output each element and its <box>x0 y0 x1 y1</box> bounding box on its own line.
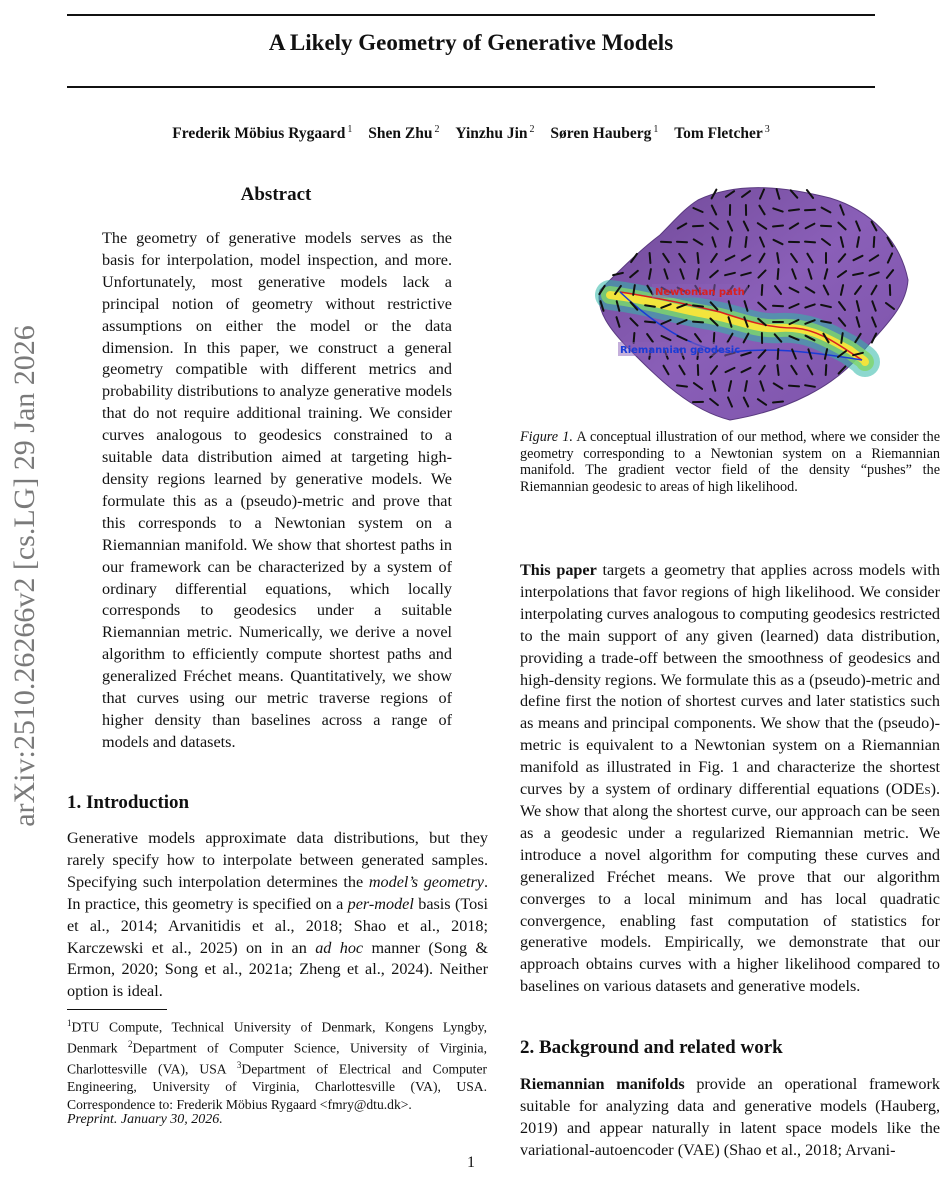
figure-caption: Figure 1. A conceptual illustration of our method, where we consider the geometry corresponding to a Newtonian system on a Riemannian manifold. The gradient vector field of the density “pushes” the Riemannian geodesic to areas of high likelihood. <box>520 429 940 495</box>
preprint-note: Preprint. January 30, 2026. <box>67 1112 223 1127</box>
vector-arrow <box>714 333 715 343</box>
paper-title: A Likely Geometry of Generative Models <box>268 30 674 55</box>
background-paragraph: Riemannian manifolds provide an operational framework suitable for analyzing data and generative models (Hauberg, 2019) and appear naturally in latent space models like the variational-autoencoder (VAE) (Shao et al., 2018; Arvani- <box>520 1075 940 1159</box>
author: Søren Hauberg $^1$ <box>550 124 659 142</box>
vector-arrow <box>645 322 655 323</box>
vector-arrow <box>874 237 875 247</box>
vector-arrow <box>693 305 703 306</box>
vector-arrow <box>777 365 778 375</box>
vector-arrow <box>821 226 831 227</box>
vector-arrow <box>745 237 746 247</box>
riemannian-geodesic-label: Riemannian geodesic <box>620 345 741 356</box>
intro-paragraph: Generative models approximate data distributions, but they rarely specify how to interpolate between generated samples. Specifying such interpolation determines the model’s geometry. In practice, this geometry is specified on a per-model basis (Tosi et al., 2014; Arvanitidis et al., 2018; Shao et al., 2018; Karczewski et al., 2025) on in an ad hoc manner (Song & Ermon, 2020; Song et al., 2021a; Zheng et al., 2024). Neither option is ideal. <box>67 829 488 1001</box>
top-rule <box>67 14 875 16</box>
author: Frederik Möbius Rygaard $^1$ <box>172 124 353 142</box>
vector-arrow <box>677 385 687 386</box>
vector-arrow <box>773 226 783 227</box>
author: Yinzhu Jin $^2$ <box>455 124 535 142</box>
intro-heading: 1. Introduction <box>67 792 190 813</box>
vector-arrow <box>698 253 699 263</box>
manifold-illustration <box>580 180 910 425</box>
vector-arrow <box>634 333 635 343</box>
newtonian-path-label: Newtonian path <box>655 287 745 298</box>
vector-arrow <box>789 386 799 387</box>
vector-arrow <box>762 285 763 295</box>
vector-arrow <box>841 333 842 343</box>
vector-arrow <box>805 242 815 243</box>
figure-1 <box>580 180 910 425</box>
affiliation-footnote: $^1$DTU Compute, Technical University of Denmark, Kongens Lyngby, Denmark $^2$Department of Computer Science, University of Virginia, Charlottesville (VA), USA $^3$Department of Electrical and Computer Engineering, University of Virginia, Charlottesville (VA), USA. Correspondence to: Frederik Möbius Rygaard <fmry@dtu.dk>. <box>67 1018 487 1112</box>
vector-arrow <box>789 209 799 210</box>
author-list <box>0 124 942 143</box>
vector-arrow <box>778 349 779 359</box>
intro-paragraph-right: This paper targets a geometry that applies across models with interpolations that favor regions of high likelihood. We consider interpolating curves analogous to computing geodesics restricted to the main support of any given (learned) data distribution, providing a trade-off between the smoothness of geodesics and high-density regions. We formulate this as a (pseudo)-metric and define first the notion of shortest curves and later statistics such as means and principal components. We show that the (pseudo)-metric is equivalent to a Newtonian system on a Riemannian manifold as illustrated in Fig. 1 and characterize the shortest curves by a system of ordinary differential equations (ODEs). We show that along the shortest curve, our approach can be seen as a geodesic under a regularized Riemannian metric. We introduce a novel algorithm for computing these curves and generalized Fréchet means. We prove that our algorithm converges to a local minimum and has local quadratic convergence, enabling fast computation of statistics for generative models. Empirically, we demonstrate that our approach obtains curves with a higher likelihood compared to baselines on various datasets and generative models. <box>520 561 940 996</box>
vector-arrow <box>650 253 651 263</box>
footnote-rule <box>67 1009 167 1010</box>
author: Tom Fletcher $^3$ <box>674 124 770 142</box>
abstract-text: The geometry of generative models serves as the basis for interpolation, model inspection, and more. Unfortunately, most generative models lack a principal notion of geometry without restrictive assumptions on either the model or the data dimension. In this paper, we construct a general geometry compatible with different metrics and probability distributions to analyze generative models that do not require additional training. We consider curves analogous to geodesics constrained to a suitable data distribution aimed at targeting high-density regions learned by generative models. We formulate this as a (pseudo)-metric and prove that this corresponds to a Newtonian system on a Riemannian manifold. We show that shortest paths in our framework can be characterized by a system of ordinary differential equations, which locally corresponds to geodesics under a suitable Riemannian metric. Numerically, we derive a novel algorithm to efficiently compute shortest paths and generalized Fréchet means. Quantitatively, we show that curves using our metric traverse regions of higher density than baselines across a range of models and datasets. <box>102 229 452 751</box>
vector-arrow <box>778 269 779 279</box>
vector-arrow <box>693 322 703 323</box>
background-heading: 2. Background and related work <box>520 1037 783 1058</box>
page-number: 1 <box>467 1154 475 1171</box>
vector-arrow <box>826 365 827 375</box>
author: Shen Zhu $^2$ <box>368 124 440 142</box>
vector-arrow <box>645 305 655 306</box>
title-rule <box>67 86 875 88</box>
abstract-heading: Abstract <box>240 184 312 205</box>
vector-arrow <box>773 402 783 403</box>
arxiv-watermark: arXiv:2510.26266v2 [cs.LG] 29 Jan 2026 <box>8 325 41 827</box>
vector-arrow <box>729 237 730 247</box>
